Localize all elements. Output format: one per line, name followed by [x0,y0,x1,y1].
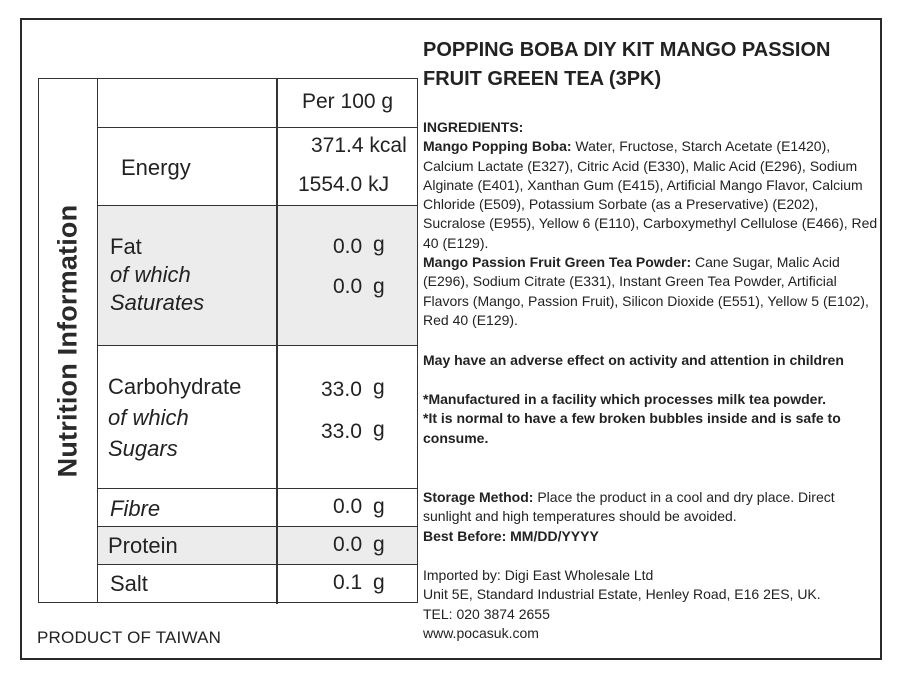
powder-ingredients: Cane Sugar, Malic Acid (E296), Sodium Citrate (E331), Instant Green Tea Powder, Artificial Flavors (Mango, Passion Fruit), Silicon Dioxide (E551), Yellow 5 (E102), Red 40 (E129). [423,254,869,328]
country-of-origin: PRODUCT OF TAIWAN [37,628,222,647]
energy-label: Energy [121,155,191,180]
fat-row [98,206,417,346]
saturates-unit: g [373,275,385,298]
salt-value: 0.1 [333,571,363,594]
importer-address: Unit 5E, Standard Industrial Estate, Henley Road, E16 2ES, UK. [423,586,821,603]
protein-value: 0.0 [333,533,363,556]
nutrition-side-panel [39,79,98,602]
boba-label: Mango Popping Boba: [423,138,572,155]
sugars-unit: g [373,418,385,441]
fat-of-which-label: of which [110,262,191,287]
storage-text: Place the product in a cool and dry place. Direct sunlight and high temperatures should be avoided. [423,489,835,525]
storage-block [423,488,878,546]
importer-phone: TEL: 020 3874 2655 [423,605,550,622]
fat-unit: g [373,233,385,256]
warnings-block [423,390,878,448]
carbohydrate-row [98,346,417,489]
nutrition-table [38,78,418,603]
storage-label: Storage Method: [423,489,534,505]
facility-warning: *Manufactured in a facility which processes milk tea powder. [423,391,827,407]
salt-row [98,565,417,602]
adverse-warning: May have an adverse effect on activity and attention in children [423,352,844,368]
best-before: Best Before: MM/DD/YYYY [423,527,599,544]
fibre-value: 0.0 [333,495,363,518]
product-title: POPPING BOBA DIY KIT MANGO PASSION FRUIT GREEN TEA (3PK) [423,39,831,90]
carbohydrate-unit: g [373,376,385,399]
importer-website: www.pocasuk.com [423,624,539,641]
boba-ingredients: Water, Fructose, Starch Acetate (E1420), Calcium Lactate (E327), Citric Acid (E330), Malic Acid (E296), Sodium Alginate (E401), Xanthan Gum (E415), Artificial Mango Flavor, Calcium Chloride (E509), Potassium Sorbate (as a Preservative) (E202), Sucralose (E955), Yellow 6 (E110), Carboxymethyl Cellulose (E466), Red 40 (E129). [423,138,878,251]
fat-value: 0.0 [333,235,363,258]
ingredients-block [423,118,878,330]
sugars-value: 33.0 [321,420,362,443]
protein-label: Protein [108,533,178,558]
fat-label: Fat [110,234,142,259]
fibre-row [98,489,417,527]
salt-label: Salt [110,571,148,596]
protein-row [98,527,417,565]
energy-kcal-value: 371.4 kcal [311,134,407,157]
salt-unit: g [373,571,385,594]
protein-unit: g [373,533,385,556]
fibre-unit: g [373,495,385,518]
nutrition-side-label: Nutrition Information [52,204,83,478]
importer-name: Imported by: Digi East Wholesale Ltd [423,567,654,583]
broken-bubbles-note: *It is normal to have a few broken bubbles inside and is safe to consume. [423,410,841,446]
nutrition-header-row [98,79,417,128]
energy-row [98,128,417,206]
fibre-label: Fibre [110,496,161,521]
energy-kj-value: 1554.0 kJ [298,173,390,196]
powder-label: Mango Passion Fruit Green Tea Powder: [423,254,692,271]
carbohydrate-label: Carbohydrate [108,374,242,399]
ingredients-heading: INGREDIENTS: [423,119,524,135]
carbohydrate-value: 33.0 [321,378,362,401]
carb-of-which-label: of which [108,405,189,430]
column-divider [276,79,278,604]
saturates-value: 0.0 [333,275,363,298]
per-100g-label: Per 100 g [302,90,394,113]
saturates-label: Saturates [110,290,205,315]
importer-block [423,566,878,643]
sugars-label: Sugars [108,436,178,461]
